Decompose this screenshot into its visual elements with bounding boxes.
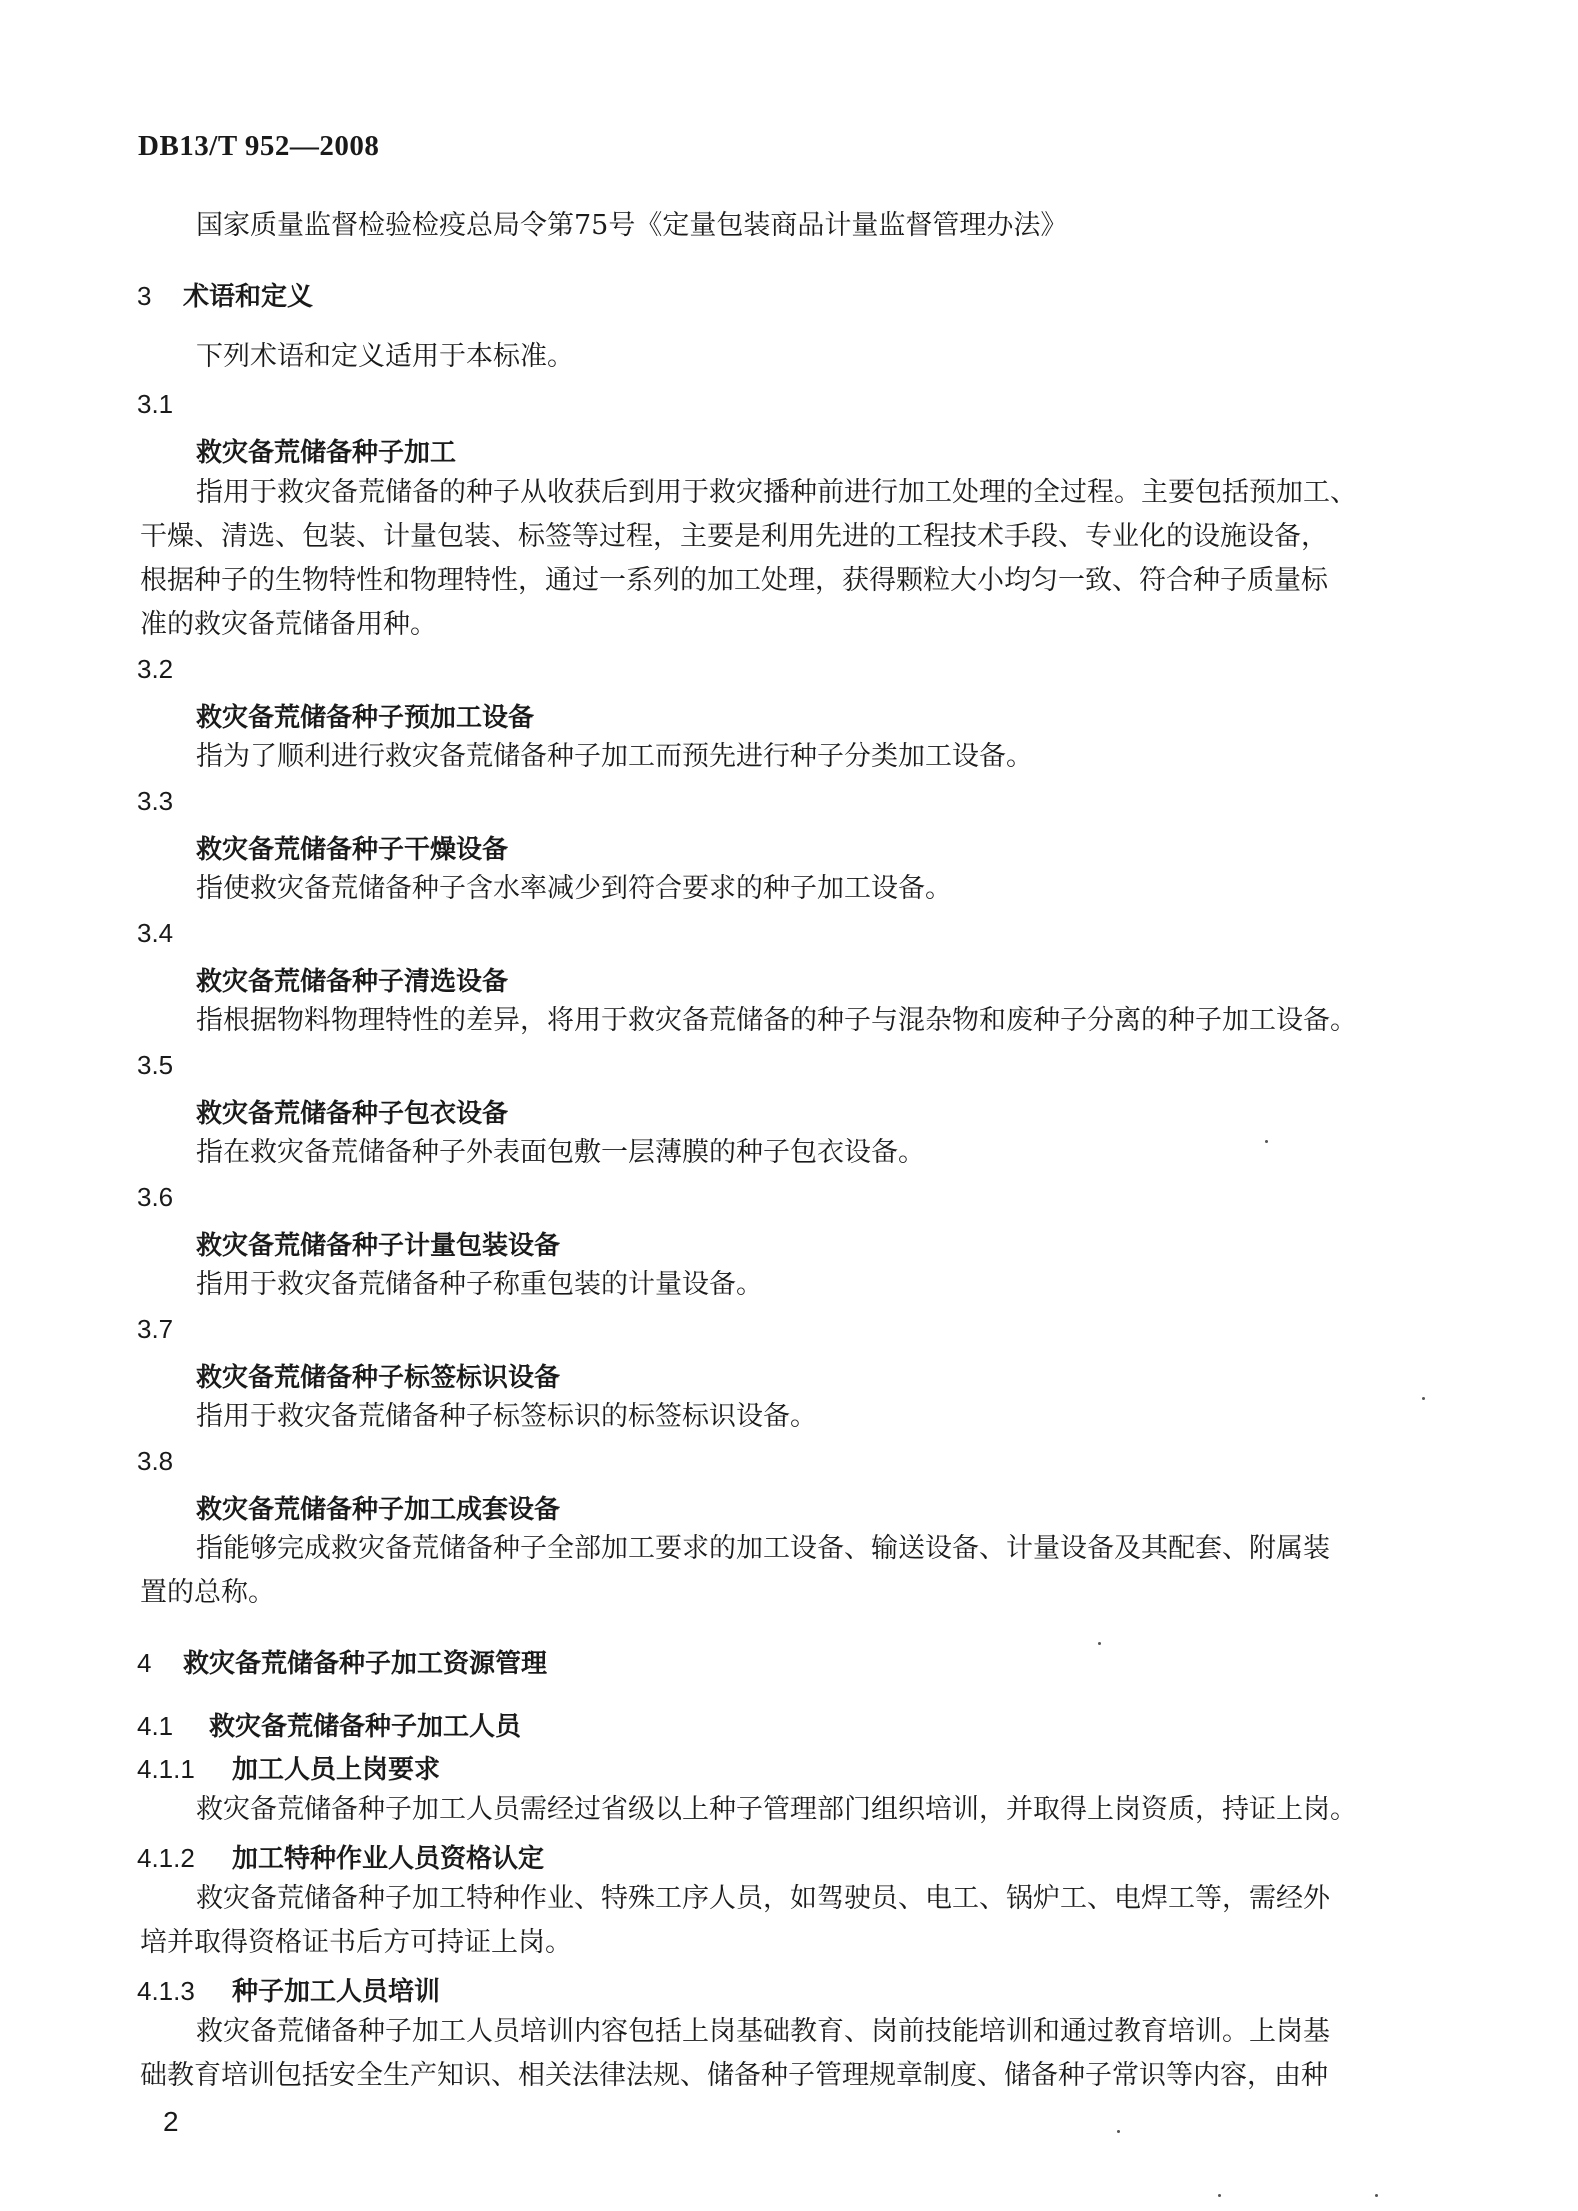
term-name: 救灾备荒储备种子清选设备 [196, 967, 509, 997]
section-number: 4.1.1 [137, 1754, 195, 1784]
scan-speck [1098, 1642, 1101, 1645]
section-4-heading [137, 1643, 547, 1680]
subsection-4-1-heading [137, 1706, 521, 1743]
term-name: 救灾备荒储备种子包衣设备 [196, 1099, 509, 1129]
term-name: 救灾备荒储备种子预加工设备 [196, 703, 535, 733]
subsection-4-1-3-heading [137, 1971, 440, 2008]
scan-speck [1375, 2194, 1378, 2197]
term-number: 3.4 [137, 918, 174, 948]
scan-speck [1265, 1140, 1268, 1143]
definition-line: 指使救灾备荒储备种子含水率减少到符合要求的种子加工设备。 [196, 873, 952, 904]
section-title: 加工人员上岗要求 [232, 1755, 441, 1785]
paragraph-line: 救灾备荒储备种子加工人员需经过省级以上种子管理部门组织培训，并取得上岗资质，持证上岗。 [196, 1794, 1357, 1825]
section-number: 4.1.3 [137, 1976, 195, 2006]
reference-line: 国家质量监督检验检疫总局令第75号《定量包装商品计量监督管理办法》 [196, 210, 1068, 241]
term-number: 3.7 [137, 1314, 174, 1344]
scan-speck [1218, 2194, 1221, 2197]
definition-line: 指根据物料物理特性的差异，将用于救灾备荒储备的种子与混杂物和废种子分离的种子加工设备。 [196, 1005, 1357, 1036]
term-number: 3.1 [137, 389, 174, 419]
term-name: 救灾备荒储备种子干燥设备 [196, 835, 509, 865]
section-title: 救灾备荒储备种子加工资源管理 [183, 1649, 548, 1679]
page-number: 2 [163, 2106, 179, 2137]
paragraph-line: 础教育培训包括安全生产知识、相关法律法规、储备种子管理规章制度、储备种子常识等内容，由种 [140, 2060, 1328, 2091]
scan-speck [1422, 1397, 1425, 1400]
definition-line: 指用于救灾备荒储备种子称重包装的计量设备。 [196, 1269, 763, 1300]
section-title: 救灾备荒储备种子加工人员 [209, 1712, 522, 1742]
paragraph-line: 下列术语和定义适用于本标准。 [196, 341, 574, 372]
term-number: 3.8 [137, 1446, 174, 1476]
section-number: 4 [137, 1648, 152, 1678]
term-name: 救灾备荒储备种子加工 [196, 438, 457, 468]
section-title: 术语和定义 [183, 282, 314, 312]
definition-line: 干燥、清选、包装、计量包装、标签等过程，主要是利用先进的工程技术手段、专业化的设施设备， [140, 521, 1328, 552]
definition-line: 指为了顺利进行救灾备荒储备种子加工而预先进行种子分类加工设备。 [196, 741, 1033, 772]
definition-line: 置的总称。 [140, 1577, 275, 1608]
term-number: 3.6 [137, 1182, 174, 1212]
definition-line: 指用于救灾备荒储备种子标签标识的标签标识设备。 [196, 1401, 817, 1432]
subsection-4-1-1-heading [137, 1749, 440, 1786]
section-number: 4.1.2 [137, 1843, 195, 1873]
paragraph-line: 救灾备荒储备种子加工人员培训内容包括上岗基础教育、岗前技能培训和通过教育培训。上岗基 [196, 2016, 1330, 2047]
paragraph-line: 救灾备荒储备种子加工特种作业、特殊工序人员，如驾驶员、电工、锅炉工、电焊工等，需经外 [196, 1883, 1330, 1914]
term-name: 救灾备荒储备种子加工成套设备 [196, 1495, 561, 1525]
definition-line: 根据种子的生物特性和物理特性，通过一系列的加工处理，获得颗粒大小均匀一致、符合种子质量标 [140, 565, 1328, 596]
section-3-heading [137, 276, 313, 313]
standard-code: DB13/T 952—2008 [138, 130, 380, 162]
definition-line: 指用于救灾备荒储备的种子从收获后到用于救灾播种前进行加工处理的全过程。主要包括预加工、 [196, 477, 1357, 508]
term-number: 3.5 [137, 1050, 174, 1080]
section-title: 加工特种作业人员资格认定 [232, 1844, 545, 1874]
term-name: 救灾备荒储备种子标签标识设备 [196, 1363, 561, 1393]
scan-speck [1117, 2130, 1120, 2133]
definition-line: 准的救灾备荒储备用种。 [140, 609, 437, 640]
term-number: 3.2 [137, 654, 174, 684]
term-name: 救灾备荒储备种子计量包装设备 [196, 1231, 561, 1261]
definition-line: 指能够完成救灾备荒储备种子全部加工要求的加工设备、输送设备、计量设备及其配套、附属装 [196, 1533, 1330, 1564]
section-number: 3 [137, 281, 152, 311]
paragraph-line: 培并取得资格证书后方可持证上岗。 [140, 1927, 572, 1958]
section-title: 种子加工人员培训 [232, 1977, 441, 2007]
definition-line: 指在救灾备荒储备种子外表面包敷一层薄膜的种子包衣设备。 [196, 1137, 925, 1168]
section-number: 4.1 [137, 1711, 174, 1741]
term-number: 3.3 [137, 786, 174, 816]
subsection-4-1-2-heading [137, 1838, 544, 1875]
